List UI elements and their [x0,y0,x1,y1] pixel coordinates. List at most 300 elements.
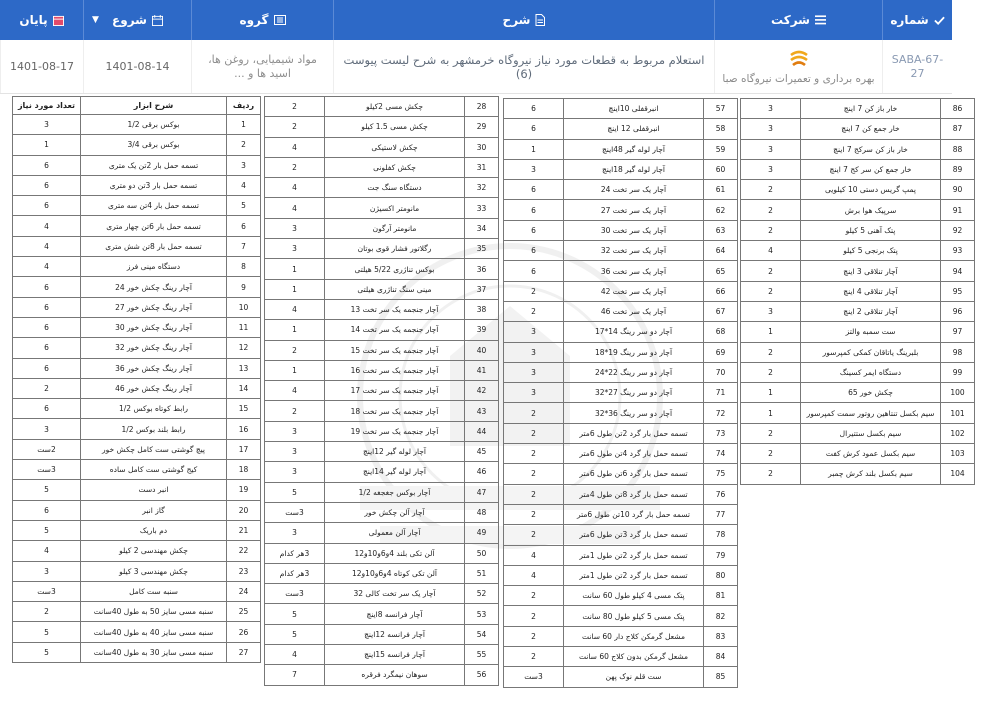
row-code: 43 [465,401,499,421]
table-row [504,99,738,119]
table-row [741,362,975,382]
row-desc: آچار جنجمه یک سر تخت 18 [325,401,465,421]
row-desc: مشعل گرمکن کلاج دار 60 سانت [564,626,704,646]
row-code: 37 [465,279,499,299]
table-row [13,622,261,642]
sort-desc-icon[interactable]: ▼ [92,15,99,25]
row-code: 44 [465,421,499,441]
row-code: 56 [465,665,499,685]
row-code: 29 [465,117,499,137]
row-desc: سیم بکسل بلند کرش چمبر [801,464,941,484]
row-qty: 2 [504,586,564,606]
row-code: 79 [704,545,738,565]
row-qty: 2 [265,340,325,360]
sheet-body [265,97,499,686]
row-qty: 6 [504,200,564,220]
row-code: 59 [704,139,738,159]
row-desc: آچار رینگ چکش خور 32 [81,338,227,358]
row-code: 30 [465,137,499,157]
row-code: 23 [227,561,261,581]
row-code: 62 [704,200,738,220]
row-qty: 6 [504,261,564,281]
row-code: 14 [227,378,261,398]
row-desc: آچار لوله گیر 48اینچ [564,139,704,159]
row-qty: 2 [504,444,564,464]
row-qty: 4 [265,381,325,401]
sheet-body [13,115,261,663]
row-qty: 4 [13,541,81,561]
row-desc: دستگاه مینی فرز [81,257,227,277]
row-qty: 2 [741,444,801,464]
table-row [265,279,499,299]
row-qty: 2 [504,504,564,524]
row-code: 51 [465,563,499,583]
row-code: 70 [704,362,738,382]
table-row [504,159,738,179]
row-qty: 6 [504,180,564,200]
table-row [504,261,738,281]
row-desc: انبرقفلی 12 اینچ [564,119,704,139]
row-qty: 4 [13,216,81,236]
row-code: 28 [465,97,499,117]
row-code: 47 [465,482,499,502]
row-desc: انبرقفلی 10اینچ [564,99,704,119]
table-row [265,157,499,177]
row-desc: آچار یک سر تخت 27 [564,200,704,220]
table-row [741,444,975,464]
table-row [741,301,975,321]
row-desc: پیچ گوشتی ست کامل چکش خور [81,439,227,459]
group-cell [191,40,333,93]
row-code: 78 [704,525,738,545]
table-row [265,340,499,360]
row-desc: رگلاتور فشار قوی بوتان [325,239,465,259]
row-code: 89 [941,159,975,179]
table-row [504,606,738,626]
row-code: 46 [465,462,499,482]
row-desc: آچار جنجمه یک سر تخت 15 [325,340,465,360]
table-row [265,239,499,259]
row-qty: 2 [741,362,801,382]
tender-group: مواد شیمیایی، روغن ها، اسید ها و ... [208,52,317,80]
items-sheet-4 [740,98,975,485]
row-qty: 3 [13,419,81,439]
row-qty: 3 [741,119,801,139]
row-code: 16 [227,419,261,439]
row-desc: آچار یک سر تخت 32 [564,241,704,261]
row-desc: پتک آهنی 5 کیلو [801,220,941,240]
row-code: 83 [704,626,738,646]
table-row [13,460,261,480]
table-row [265,563,499,583]
row-code: 64 [704,241,738,261]
row-qty: 6 [13,500,81,520]
row-desc: آچار فرانسه 12اینچ [325,624,465,644]
row-desc: تسمه حمل بار گرد 8تن طول 4متر [564,484,704,504]
table-row [265,97,499,117]
row-desc: سوهان نیمگرد فرقره [325,665,465,685]
row-code: 36 [465,259,499,279]
table-row [265,502,499,522]
list-icon [815,15,826,25]
row-code: 41 [465,360,499,380]
table-row [504,362,738,382]
row-code: 31 [465,157,499,177]
row-qty: 1 [13,135,81,155]
row-desc: دم باریک [81,520,227,540]
table-row [265,117,499,137]
row-qty: 4 [265,178,325,198]
row-desc: تسمه حمل بار گرد 2تن طول 6متر [564,423,704,443]
row-code: 60 [704,159,738,179]
row-desc: چکش خور 65 [801,383,941,403]
row-desc: آچار یک سر تخت 42 [564,281,704,301]
row-code: 87 [941,119,975,139]
row-qty: 1 [504,139,564,159]
row-qty: 3هر کدام [265,543,325,563]
table-row [265,178,499,198]
table-row [265,604,499,624]
row-code: 96 [941,301,975,321]
row-qty: 3 [504,159,564,179]
row-desc: مینی سنگ تناژری هیلتی [325,279,465,299]
table-row [13,439,261,459]
row-code: 26 [227,622,261,642]
row-desc: انبر دست [81,480,227,500]
row-code: 100 [941,383,975,403]
table-row [504,139,738,159]
row-code: 101 [941,403,975,423]
row-desc: ست قلم نوک پهن [564,667,704,687]
row-code: 68 [704,322,738,342]
company-cell[interactable] [714,40,882,93]
row-qty: 6 [13,338,81,358]
column-header-number[interactable] [882,0,952,40]
tender-description[interactable]: استعلام مربوط به قطعات مورد نیاز نیروگاه خرمشهر به شرح لیست پیوست (6) [343,52,705,81]
table-row [13,581,261,601]
row-desc: سنبه ست کامل [81,581,227,601]
column-header-number-label: شماره [890,13,929,27]
table-row [13,602,261,622]
row-desc: آچار دو سر رینگ 22*24 [564,362,704,382]
row-qty: 5 [265,482,325,502]
row-desc: مانومتر اکسیژن [325,198,465,218]
row-desc: پتک مسی 5 کیلو طول 80 سانت [564,606,704,626]
table-row [265,523,499,543]
row-desc: گاز انبر [81,500,227,520]
row-qty: 2 [741,281,801,301]
table-row [13,480,261,500]
row-qty: 2 [504,626,564,646]
row-code: 11 [227,317,261,337]
table-row [13,520,261,540]
row-desc: رابط کوتاه بوکس 1/2 [81,399,227,419]
row-code: 4 [227,175,261,195]
row-qty: 3 [13,115,81,135]
table-row [13,338,261,358]
row-code: 92 [941,220,975,240]
table-row [265,137,499,157]
sheet-body [741,99,975,485]
table-row [741,241,975,261]
row-desc: چکش مسی 2کیلو [325,97,465,117]
row-code: 98 [941,342,975,362]
row-qty: 2 [504,281,564,301]
row-qty: 1 [265,259,325,279]
row-code: 80 [704,565,738,585]
row-desc: مشعل گرمکن بدون کلاج 60 سانت [564,647,704,667]
row-desc: آچار آلن چکش خور [325,502,465,522]
table-row [741,139,975,159]
table-row [13,642,261,662]
row-qty: 2 [13,378,81,398]
row-qty: 6 [13,399,81,419]
table-row [265,665,499,685]
table-row [265,645,499,665]
row-code: 55 [465,645,499,665]
row-qty: 6 [13,155,81,175]
row-qty: 3ست [265,584,325,604]
row-code: 77 [704,504,738,524]
table-row [13,358,261,378]
table-row [741,403,975,423]
table-row [741,220,975,240]
row-desc: آچار فرانسه 15اینچ [325,645,465,665]
row-qty: 5 [13,622,81,642]
table-row [13,297,261,317]
row-desc: آچار آلن معمولی [325,523,465,543]
row-code: 1 [227,115,261,135]
row-code: 102 [941,423,975,443]
row-qty: 4 [741,241,801,261]
row-qty: 2ست [13,439,81,459]
table-row [741,423,975,443]
row-code: 38 [465,299,499,319]
row-code: 27 [227,642,261,662]
calendar-icon [53,15,64,26]
row-desc: خار جمع کن سر کج 7 اینچ [801,159,941,179]
table-row [265,360,499,380]
row-qty: 4 [265,645,325,665]
row-qty: 5 [265,604,325,624]
company-logo-icon [788,49,810,69]
tender-number-cell[interactable] [882,40,952,93]
row-desc: تسمه حمل بار گرد 4تن طول 6متر [564,444,704,464]
row-code: 10 [227,297,261,317]
row-code: 69 [704,342,738,362]
table-row [504,220,738,240]
row-desc: آچار رینگ چکش خور 30 [81,317,227,337]
description-cell[interactable] [333,40,714,93]
row-desc: چکش مهندسی 2 کیلو [81,541,227,561]
table-row [13,135,261,155]
row-desc: آلن تکی کوتاه 4و6و10و12 [325,563,465,583]
row-code: 65 [704,261,738,281]
table-row [741,383,975,403]
header-qty: تعداد مورد نیاز [13,97,81,115]
header-code: ردیف [227,97,261,115]
table-row [504,383,738,403]
table-row [504,180,738,200]
row-qty: 2 [741,464,801,484]
row-code: 12 [227,338,261,358]
table-row [504,342,738,362]
row-qty: 6 [13,196,81,216]
row-qty: 1 [265,360,325,380]
column-header-end[interactable] [0,0,83,40]
row-code: 103 [941,444,975,464]
company-name: بهره برداری و تعمیرات نیروگاه صبا [722,72,875,85]
table-row [265,421,499,441]
row-code: 25 [227,602,261,622]
row-desc: آچار یک سر تخت کالی 32 [325,584,465,604]
row-code: 104 [941,464,975,484]
table-row [504,565,738,585]
items-sheet-1 [12,96,261,663]
row-qty: 6 [504,119,564,139]
row-code: 24 [227,581,261,601]
table-row [265,299,499,319]
row-qty: 3ست [13,581,81,601]
row-qty: 2 [741,200,801,220]
row-code: 7 [227,236,261,256]
row-code: 9 [227,277,261,297]
row-desc: آچار رینگ چکش خور 36 [81,358,227,378]
table-row [13,175,261,195]
table-row [504,626,738,646]
row-qty: 1 [265,320,325,340]
row-qty: 5 [265,624,325,644]
document-icon [535,14,545,26]
row-qty: 2 [741,423,801,443]
row-qty: 1 [741,322,801,342]
row-code: 22 [227,541,261,561]
table-row [741,180,975,200]
row-desc: کیج گوشتی ست کامل ساده [81,460,227,480]
row-qty: 2 [265,401,325,421]
row-desc: سنبه مسی سایز 40 به طول 40سانت [81,622,227,642]
row-desc: آچار تنلاقی 4 اینچ [801,281,941,301]
row-qty: 4 [265,198,325,218]
row-code: 3 [227,155,261,175]
row-code: 17 [227,439,261,459]
row-qty: 4 [13,236,81,256]
table-row [265,218,499,238]
table-row [741,342,975,362]
table-row [741,200,975,220]
row-qty: 6 [504,241,564,261]
row-code: 21 [227,520,261,540]
row-code: 90 [941,180,975,200]
row-desc: آچار لوله گیر 12اینچ [325,442,465,462]
row-desc: بوکس برقی 3/4 [81,135,227,155]
start-date: 1401-08-14 [105,60,170,73]
row-code: 66 [704,281,738,301]
table-row [13,115,261,135]
row-desc: آچار دو سر رینگ 14*17 [564,322,704,342]
row-code: 61 [704,180,738,200]
table-row [265,198,499,218]
row-code: 71 [704,383,738,403]
row-qty: 2 [13,602,81,622]
table-row [265,320,499,340]
row-code: 67 [704,301,738,321]
table-row [741,99,975,119]
column-header-group[interactable] [191,0,333,40]
row-code: 88 [941,139,975,159]
row-qty: 3ست [504,667,564,687]
table-row [504,403,738,423]
row-desc: تسمه حمل بار گرد 3تن طول 6متر [564,525,704,545]
row-code: 52 [465,584,499,604]
row-desc: رابط بلند بوکس 1/2 [81,419,227,439]
row-code: 13 [227,358,261,378]
column-header-start[interactable] [83,0,191,40]
row-desc: آچار تنلاقی 2 اینچ [801,301,941,321]
column-header-description[interactable] [333,0,714,40]
start-date-cell [83,40,191,93]
row-qty: 3 [265,523,325,543]
sheet-body [504,99,738,688]
row-qty: 4 [265,299,325,319]
row-qty: 3 [504,342,564,362]
row-code: 63 [704,220,738,240]
row-desc: آچار دو سر رینگ 36*32 [564,403,704,423]
column-header-group-label: گروه [239,13,269,27]
row-desc: آلن تکی بلند 4و6و10و12 [325,543,465,563]
table-row [13,216,261,236]
row-desc: سیم بکسل ستتیرال [801,423,941,443]
row-qty: 3هر کدام [265,563,325,583]
table-row [741,119,975,139]
row-code: 86 [941,99,975,119]
row-code: 40 [465,340,499,360]
table-row[interactable] [0,40,952,94]
row-desc: سیم بکسل تنتاهین روتور سمت کمپرسور [801,403,941,423]
row-code: 72 [704,403,738,423]
row-qty: 1 [741,403,801,423]
row-qty: 7 [265,665,325,685]
sheet-header-row [13,97,261,115]
column-header-company[interactable] [714,0,882,40]
row-qty: 3 [504,322,564,342]
row-qty: 6 [13,175,81,195]
column-header-start-label: شروع [112,13,147,27]
table-row [504,667,738,687]
row-qty: 3ست [13,460,81,480]
row-qty: 6 [504,99,564,119]
row-qty: 3ست [265,502,325,522]
tender-number[interactable]: SABA-67-27 [891,52,944,80]
row-desc: سرپیک هوا برش [801,200,941,220]
column-header-end-label: پایان [19,13,48,27]
row-code: 81 [704,586,738,606]
row-qty: 2 [504,403,564,423]
row-code: 2 [227,135,261,155]
table-row [265,381,499,401]
calendar-icon [152,15,163,26]
column-header-description-label: شرح [502,13,531,27]
row-desc: خار باز کن 7 اینچ [801,99,941,119]
row-desc: آچار لوله گیر 14اینچ [325,462,465,482]
row-qty: 4 [504,545,564,565]
row-qty: 3 [265,462,325,482]
row-desc: آچار لوله گیر 18اینچ [564,159,704,179]
header-desc: شرح ابزار [81,97,227,115]
row-code: 42 [465,381,499,401]
row-desc: تسمه حمل بار گرد 2تن طول 1متر [564,545,704,565]
row-desc: آچار جنجمه یک سر تخت 14 [325,320,465,340]
